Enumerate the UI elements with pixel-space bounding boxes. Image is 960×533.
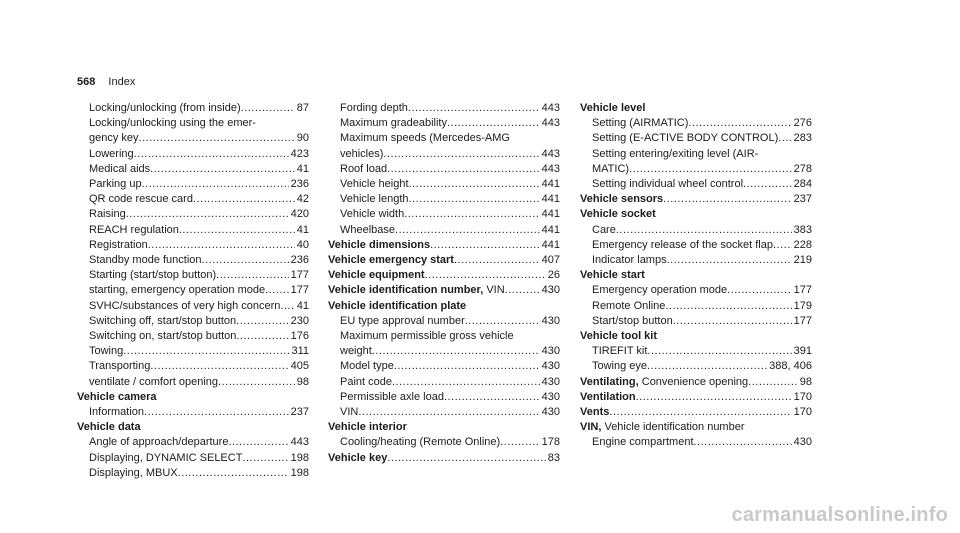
page-reference: 170 <box>793 406 812 419</box>
entry-keyword: Vehicle key <box>328 451 388 464</box>
index-subentry <box>328 375 560 390</box>
index-subentry <box>328 162 560 177</box>
leader-dots <box>134 147 289 162</box>
entry-keyword: Ventilating, <box>580 375 639 388</box>
leader-dots <box>425 268 546 283</box>
entry-text: ventilate / comfort opening <box>89 375 219 388</box>
leader-dots <box>409 192 540 207</box>
leader-dots <box>144 405 289 420</box>
entry-text: Setting individual wheel control <box>592 178 744 191</box>
entry-text: Vehicle interior <box>328 421 407 434</box>
index-subentry <box>580 223 812 238</box>
page-reference: 443 <box>541 162 560 175</box>
page-reference: 237 <box>290 406 309 419</box>
index-entry <box>328 268 560 283</box>
page-reference: 237 <box>793 193 812 206</box>
entry-text: Emergency release of the socket flap <box>592 238 773 251</box>
entry-text: REACH regulation <box>89 223 179 236</box>
entry-text: Maximum gradeability <box>340 117 447 130</box>
index-subentry <box>77 466 309 481</box>
entry-text: gency key <box>89 132 139 145</box>
index-subentry <box>328 314 560 329</box>
index-subentry <box>328 344 560 359</box>
page-reference: 443 <box>541 117 560 130</box>
entry-text <box>580 390 636 405</box>
page-reference: 177 <box>793 314 812 327</box>
leader-dots <box>216 268 288 283</box>
leader-dots <box>387 451 545 466</box>
page-reference: 178 <box>541 436 560 449</box>
page-reference: 236 <box>290 254 309 267</box>
entry-text: Starting (start/stop button) <box>89 269 217 282</box>
entry-text: Setting (AIRMATIC) <box>592 117 689 130</box>
entry-text: Maximum speeds (Mercedes-AMG <box>340 132 510 145</box>
entry-text: Vehicle tool kit <box>580 330 658 343</box>
leader-dots <box>193 192 295 207</box>
index-subentry <box>77 116 309 131</box>
page-reference: 311 <box>291 345 309 358</box>
leader-dots <box>236 314 288 329</box>
page-reference: 430 <box>541 314 560 327</box>
entry-text <box>580 192 663 207</box>
entry-text: Maximum permissible gross vehicle <box>340 330 514 343</box>
leader-dots <box>148 238 295 253</box>
entry-keyword: Vents <box>580 406 610 419</box>
index-subentry <box>77 268 309 283</box>
page-reference: 441 <box>541 238 560 251</box>
entry-text: Permissible axle load <box>340 390 444 403</box>
entry-text: Fording depth <box>340 102 408 114</box>
index-entry <box>328 451 560 466</box>
leader-dots <box>636 390 792 405</box>
index-heading <box>328 420 560 435</box>
index-subentry <box>77 177 309 192</box>
entry-text: Switching on, start/stop button <box>89 330 237 343</box>
leader-dots <box>727 283 792 298</box>
page-reference: 407 <box>541 254 560 267</box>
leader-dots <box>179 223 295 238</box>
entry-text <box>328 253 454 268</box>
page-reference: 90 <box>296 132 309 145</box>
leader-dots <box>743 177 792 192</box>
page-reference: 276 <box>793 117 812 130</box>
entry-text: Roof load <box>340 162 388 175</box>
page-reference: 198 <box>290 451 309 464</box>
page-reference: 430 <box>541 284 560 297</box>
page-reference: 236 <box>290 178 309 191</box>
entry-text: Care <box>592 223 616 236</box>
page-reference: 405 <box>290 360 309 373</box>
index-subentry <box>580 299 812 314</box>
page-reference: 41 <box>296 162 309 175</box>
page-reference: 430 <box>541 406 560 419</box>
index-heading <box>580 268 812 283</box>
index-entry <box>328 253 560 268</box>
entry-text: Vehicle length <box>340 193 409 206</box>
page-reference: 391 <box>793 345 812 358</box>
entry-text: Vehicle identification plate <box>328 299 467 312</box>
entry-text: Vehicle width <box>340 208 405 221</box>
index-heading <box>580 329 812 344</box>
index-subentry <box>77 283 309 298</box>
page-reference: 177 <box>290 269 309 282</box>
page-reference: 198 <box>290 466 309 479</box>
entry-text: Wheelbase <box>340 223 396 236</box>
page-reference: 41 <box>296 299 309 312</box>
page-reference: 441 <box>541 178 560 191</box>
page-reference: 42 <box>296 193 309 206</box>
index-entry <box>580 420 812 435</box>
leader-dots <box>748 375 798 390</box>
index-heading <box>77 420 309 435</box>
page-reference: 430 <box>541 375 560 388</box>
page-reference: 383 <box>793 223 812 236</box>
leader-dots <box>242 451 288 466</box>
index-subentry <box>328 329 560 344</box>
entry-text: Vehicle level <box>580 102 646 114</box>
entry-text: Transporting <box>89 360 151 373</box>
leader-dots <box>663 192 791 207</box>
entry-text: Emergency operation mode <box>592 284 728 297</box>
leader-dots <box>694 435 792 450</box>
entry-qualifier: Vehicle identification number <box>601 421 745 434</box>
leader-dots <box>394 359 540 374</box>
entry-text: weight <box>340 345 372 358</box>
leader-dots <box>500 435 539 450</box>
entry-text: Start/stop button <box>592 314 673 327</box>
leader-dots <box>404 207 539 222</box>
index-subentry <box>580 359 812 374</box>
entry-text: Model type <box>340 360 394 373</box>
index-subentry <box>580 435 812 450</box>
entry-text: Standby mode function <box>89 254 202 267</box>
leader-dots <box>647 359 767 374</box>
index-subentry <box>77 329 309 344</box>
page-reference: 98 <box>799 375 812 388</box>
entry-text <box>580 420 745 435</box>
page-reference: 230 <box>290 314 309 327</box>
entry-text: SVHC/substances of very high concern <box>89 299 281 312</box>
leader-dots <box>241 101 295 116</box>
leader-dots <box>142 177 289 192</box>
index-column-2 <box>328 101 560 466</box>
index-subentry <box>77 238 309 253</box>
page-reference: 278 <box>793 162 812 175</box>
page-reference: 170 <box>793 390 812 403</box>
index-subentry <box>328 177 560 192</box>
page-reference: 283 <box>793 132 812 145</box>
leader-dots <box>178 466 289 481</box>
leader-dots <box>126 207 289 222</box>
leader-dots <box>447 116 540 131</box>
index-subentry <box>580 314 812 329</box>
entry-text: Medical aids <box>89 162 151 175</box>
page-reference: 219 <box>793 254 812 267</box>
leader-dots <box>392 375 540 390</box>
entry-text: Towing <box>89 345 124 358</box>
page-reference: 98 <box>296 375 309 388</box>
page-reference: 441 <box>541 208 560 221</box>
entry-text: Remote Online <box>592 299 666 312</box>
index-subentry <box>77 131 309 146</box>
entry-text: Vehicle height <box>340 178 409 191</box>
index-subentry <box>77 405 309 420</box>
index-entry <box>580 192 812 207</box>
leader-dots <box>465 314 540 329</box>
entry-text: Engine compartment <box>592 436 694 449</box>
entry-text: MATIC) <box>592 162 630 175</box>
index-entry <box>580 405 812 420</box>
leader-dots <box>150 359 288 374</box>
leader-dots <box>778 131 791 146</box>
index-subentry <box>328 390 560 405</box>
index-subentry <box>77 375 309 390</box>
index-subentry <box>580 131 812 146</box>
leader-dots <box>667 253 792 268</box>
entry-text: Vehicle camera <box>77 390 157 403</box>
index-subentry <box>328 101 560 116</box>
entry-keyword: Vehicle dimensions <box>328 238 431 251</box>
leader-dots <box>123 344 289 359</box>
entry-text: Switching off, start/stop button <box>89 314 237 327</box>
entry-text: TIREFIT kit <box>592 345 648 358</box>
page-reference: 41 <box>296 223 309 236</box>
leader-dots <box>609 405 791 420</box>
page-reference: 26 <box>547 269 560 282</box>
leader-dots <box>139 131 295 146</box>
index-subentry <box>77 162 309 177</box>
entry-keyword: Vehicle identification number, <box>328 284 484 297</box>
index-subentry <box>328 359 560 374</box>
leader-dots <box>202 253 289 268</box>
entry-text: Vehicle data <box>77 421 141 434</box>
entry-text: Vehicle start <box>580 269 645 282</box>
index-subentry <box>328 435 560 450</box>
entry-text: EU type approval number <box>340 314 465 327</box>
page-reference: 87 <box>296 102 309 114</box>
leader-dots <box>773 238 792 253</box>
entry-qualifier: Convenience opening <box>638 375 749 388</box>
leader-dots <box>218 375 295 390</box>
entry-text: Lowering <box>89 147 134 160</box>
watermark: carmanualsonline.info <box>731 504 948 526</box>
entry-keyword: Vehicle emergency start <box>328 254 454 267</box>
entry-qualifier: VIN <box>483 284 505 297</box>
entry-text <box>328 238 430 253</box>
entry-text: Locking/unlocking using the emer- <box>89 117 256 130</box>
entry-keyword: Vehicle equipment <box>328 269 425 282</box>
leader-dots <box>228 435 288 450</box>
index-subentry <box>77 344 309 359</box>
section-title: Index <box>108 76 136 88</box>
entry-text: Setting entering/exiting level (AIR- <box>592 147 759 160</box>
entry-text: Setting (E-ACTIVE BODY CONTROL) <box>592 132 779 145</box>
page-reference: 40 <box>296 238 309 251</box>
index-subentry <box>77 192 309 207</box>
entry-text: Paint code <box>340 375 392 388</box>
entry-text: Locking/unlocking (from inside) <box>89 102 241 114</box>
index-subentry <box>77 207 309 222</box>
page-reference: 441 <box>541 223 560 236</box>
index-subentry <box>77 101 309 116</box>
entry-keyword: Ventilation <box>580 390 636 403</box>
index-heading <box>580 207 812 222</box>
index-subentry <box>77 147 309 162</box>
leader-dots <box>408 101 540 116</box>
index-subentry <box>328 405 560 420</box>
index-subentry <box>328 116 560 131</box>
entry-keyword: VIN, <box>580 421 602 434</box>
entry-keyword: Vehicle sensors <box>580 193 664 206</box>
leader-dots <box>673 314 792 329</box>
index-heading <box>328 299 560 314</box>
entry-text: Vehicle socket <box>580 208 656 221</box>
page-reference: 443 <box>541 102 560 114</box>
index-heading <box>580 101 812 116</box>
page-reference: 177 <box>290 284 309 297</box>
index-subentry <box>77 299 309 314</box>
index-subentry <box>77 359 309 374</box>
page-reference: 179 <box>793 299 812 312</box>
page-reference: 176 <box>290 330 309 343</box>
index-subentry <box>580 344 812 359</box>
page-reference: 430 <box>793 436 812 449</box>
leader-dots <box>629 162 792 177</box>
index-subentry <box>580 162 812 177</box>
entry-text <box>580 405 609 420</box>
index-entry <box>580 390 812 405</box>
entry-text: vehicles) <box>340 147 384 160</box>
entry-text: Indicator lamps <box>592 254 667 267</box>
index-subentry <box>580 147 812 162</box>
page-reference: 423 <box>290 147 309 160</box>
leader-dots <box>150 162 295 177</box>
entry-text: Towing eye <box>592 360 648 373</box>
page-reference: 443 <box>290 436 309 449</box>
index-subentry <box>328 207 560 222</box>
leader-dots <box>665 299 791 314</box>
index-subentry <box>580 116 812 131</box>
page-reference: 441 <box>541 193 560 206</box>
entry-text: Angle of approach/departure <box>89 436 229 449</box>
entry-text: VIN <box>340 406 359 419</box>
leader-dots <box>358 405 539 420</box>
leader-dots <box>383 147 539 162</box>
entry-text <box>328 451 387 466</box>
index-subentry <box>328 131 560 146</box>
index-subentry <box>77 253 309 268</box>
index-subentry <box>77 223 309 238</box>
entry-text <box>580 375 748 390</box>
index-column-3 <box>580 101 812 451</box>
index-subentry <box>77 451 309 466</box>
index-subentry <box>328 192 560 207</box>
page-reference: 430 <box>541 345 560 358</box>
page-reference: 420 <box>290 208 309 221</box>
leader-dots <box>444 390 540 405</box>
leader-dots <box>280 299 294 314</box>
page-reference: 388, 406 <box>769 360 812 373</box>
index-subentry <box>77 435 309 450</box>
leader-dots <box>409 177 540 192</box>
index-subentry <box>580 253 812 268</box>
page-reference: 284 <box>793 178 812 191</box>
entry-text: Parking up <box>89 178 142 191</box>
leader-dots <box>372 344 540 359</box>
leader-dots <box>688 116 791 131</box>
entry-text: Information <box>89 406 145 419</box>
page-reference: 430 <box>541 390 560 403</box>
index-heading <box>77 390 309 405</box>
page-reference: 443 <box>541 147 560 160</box>
page-reference: 228 <box>793 238 812 251</box>
entry-text <box>328 283 505 298</box>
index-entry <box>328 238 560 253</box>
index-entry <box>328 283 560 298</box>
entry-text: starting, emergency operation mode <box>89 284 266 297</box>
leader-dots <box>616 223 792 238</box>
page-reference: 83 <box>547 451 560 464</box>
page-header <box>77 76 135 88</box>
leader-dots <box>647 344 791 359</box>
leader-dots <box>236 329 288 344</box>
entry-text: Displaying, DYNAMIC SELECT <box>89 451 243 464</box>
page-reference: 430 <box>541 360 560 373</box>
index-entry <box>580 375 812 390</box>
page-reference: 177 <box>793 284 812 297</box>
entry-text: Displaying, MBUX <box>89 466 178 479</box>
index-column-1 <box>77 101 309 481</box>
leader-dots <box>454 253 540 268</box>
index-subentry <box>328 147 560 162</box>
entry-text: Registration <box>89 238 148 251</box>
index-subentry <box>580 283 812 298</box>
leader-dots <box>387 162 540 177</box>
leader-dots <box>505 283 540 298</box>
entry-text: QR code rescue card <box>89 193 193 206</box>
leader-dots <box>395 223 540 238</box>
index-subentry <box>77 314 309 329</box>
leader-dots <box>430 238 540 253</box>
index-subentry <box>580 177 812 192</box>
page-number: 568 <box>77 76 96 88</box>
leader-dots <box>265 283 289 298</box>
entry-text <box>328 268 425 283</box>
index-subentry <box>328 223 560 238</box>
entry-text: Raising <box>89 208 126 221</box>
index-subentry <box>580 238 812 253</box>
entry-text: Cooling/heating (Remote Online) <box>340 436 501 449</box>
